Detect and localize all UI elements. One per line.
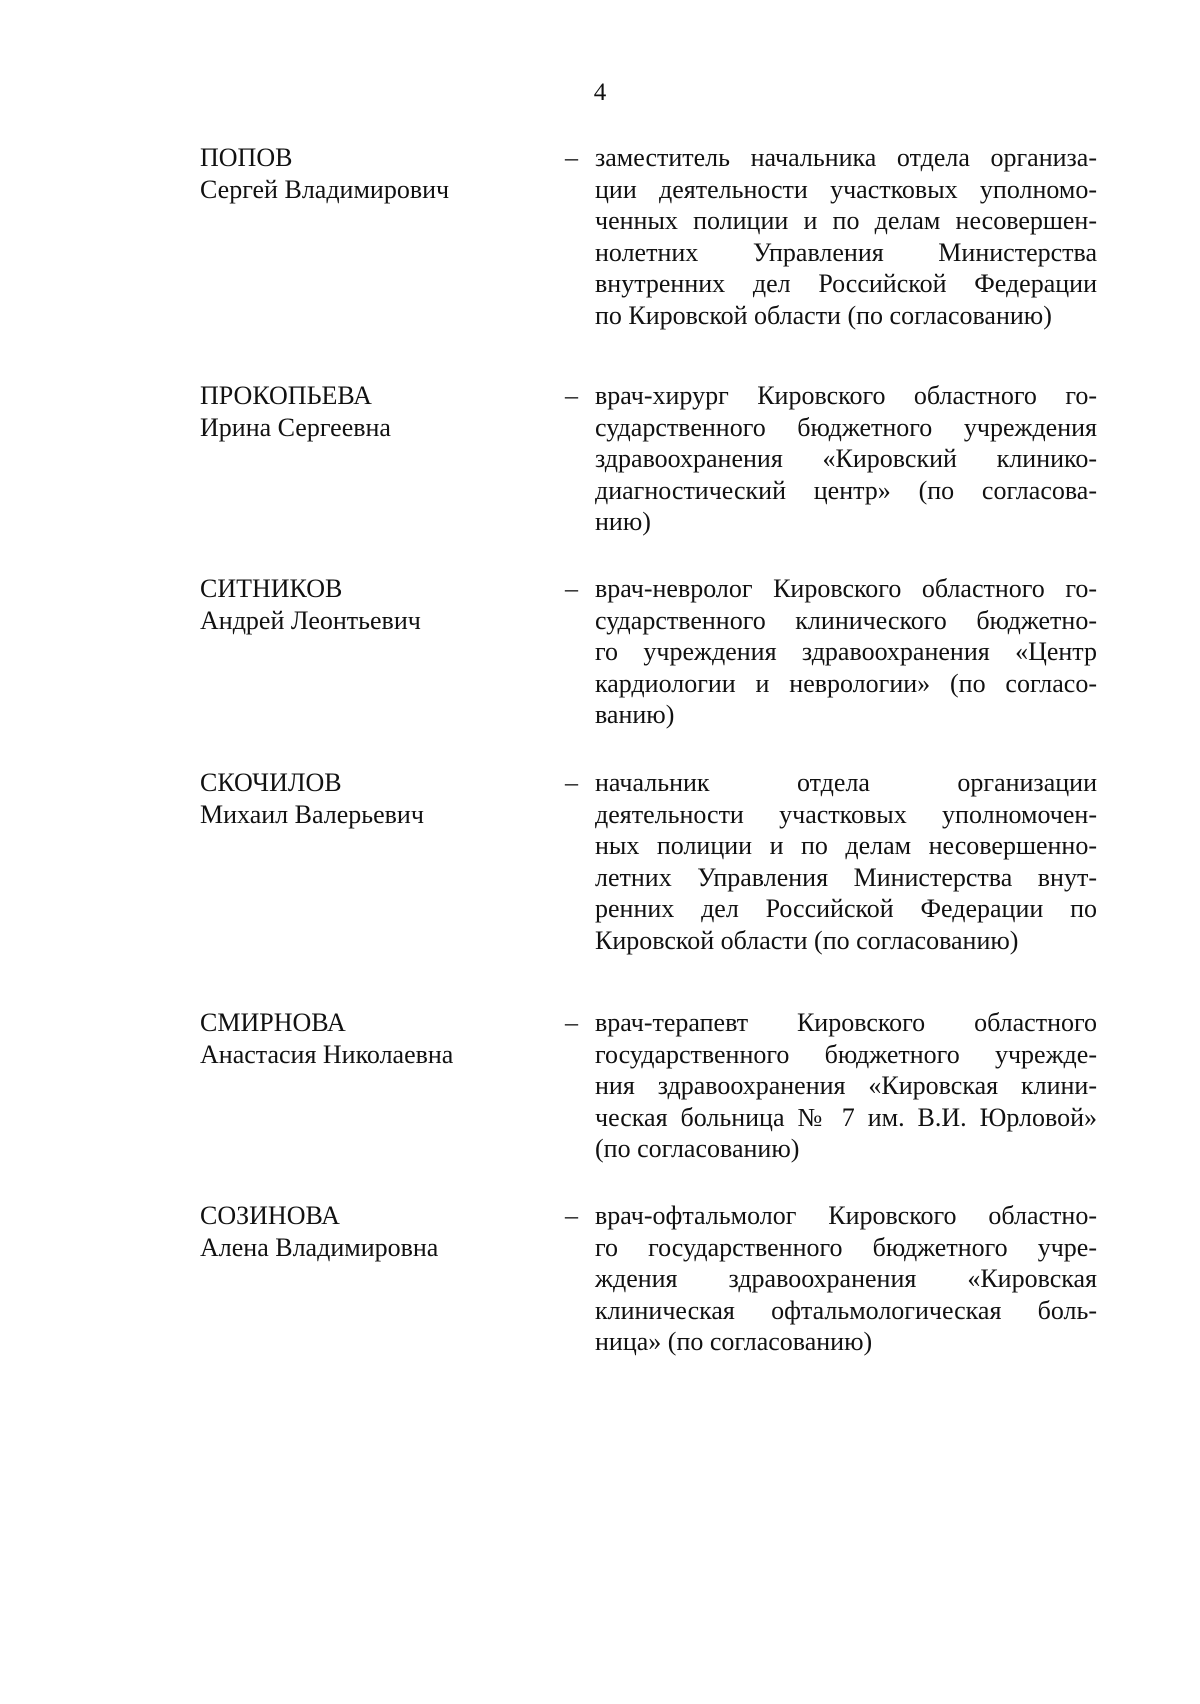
- position-line: ванию): [595, 700, 675, 729]
- position-line: по Кировской области (по согласованию): [595, 300, 1052, 330]
- member-surname: ПОПОВ: [200, 143, 293, 172]
- position-line: ческая больница № 7 им. В.И. Юрловой»: [595, 1102, 1097, 1132]
- position-line: го государственного бюджетного учре-: [595, 1232, 1097, 1262]
- member-name: [200, 1200, 560, 1263]
- member-name: [200, 380, 560, 443]
- dash-separator: –: [565, 1201, 578, 1230]
- position-line: ции деятельности участковых уполномо-: [595, 174, 1097, 204]
- member-surname: СОЗИНОВА: [200, 1201, 340, 1230]
- position-line: государственного бюджетного учрежде-: [595, 1039, 1097, 1069]
- member-given-names: Андрей Леонтьевич: [200, 605, 421, 635]
- position-line: деятельности участковых уполномочен-: [595, 799, 1097, 829]
- member-surname: СМИРНОВА: [200, 1008, 346, 1037]
- position-line: ных полиции и по делам несовершенно-: [595, 831, 1097, 860]
- member-surname: СИТНИКОВ: [200, 574, 343, 603]
- member-position: [595, 1200, 1097, 1358]
- position-line: заместитель начальника отдела организа-: [595, 143, 1097, 172]
- member-name: [200, 142, 560, 205]
- member-given-names: Сергей Владимирович: [200, 174, 450, 204]
- dash-separator: –: [565, 1008, 578, 1037]
- dash-separator: –: [565, 381, 578, 410]
- position-line: Кировской области (по согласованию): [595, 925, 1019, 955]
- member-position: [595, 380, 1097, 538]
- member-name: [200, 1007, 560, 1070]
- member-surname: СКОЧИЛОВ: [200, 768, 342, 797]
- member-position: [595, 767, 1097, 956]
- position-line: сударственного бюджетного учреждения: [595, 412, 1097, 442]
- position-line: врач-невролог Кировского областного го-: [595, 574, 1097, 603]
- member-surname: ПРОКОПЬЕВА: [200, 381, 372, 410]
- position-line: диагностический центр» (по согласова-: [595, 475, 1097, 505]
- position-line: нолетних Управления Министерства: [595, 237, 1097, 267]
- position-line: го учреждения здравоохранения «Центр: [595, 637, 1097, 666]
- member-name: [200, 573, 560, 636]
- dash-separator: –: [565, 768, 578, 797]
- dash-separator: –: [565, 574, 578, 603]
- member-name: [200, 767, 560, 830]
- position-line: врач-терапевт Кировского областного: [595, 1008, 1097, 1037]
- member-position: [595, 1007, 1097, 1165]
- dash-separator: –: [565, 143, 578, 172]
- position-line: сударственного клинического бюджетно-: [595, 605, 1097, 635]
- position-line: ния здравоохранения «Кировская клини-: [595, 1071, 1097, 1100]
- member-given-names: Анастасия Николаевна: [200, 1039, 454, 1069]
- position-line: ница» (по согласованию): [595, 1327, 873, 1356]
- position-line: ренних дел Российской Федерации по: [595, 894, 1097, 923]
- member-given-names: Ирина Сергеевна: [200, 412, 391, 442]
- position-line: врач-хирург Кировского областного го-: [595, 381, 1097, 410]
- position-line: кардиологии и неврологии» (по согласо-: [595, 668, 1097, 698]
- position-line: (по согласованию): [595, 1134, 800, 1163]
- position-line: нию): [595, 507, 651, 536]
- position-line: ждения здравоохранения «Кировская: [595, 1264, 1097, 1293]
- position-line: внутренних дел Российской Федерации: [595, 269, 1097, 298]
- position-line: клиническая офтальмологическая боль-: [595, 1295, 1097, 1325]
- member-position: [595, 573, 1097, 731]
- position-line: врач-офтальмолог Кировского областно-: [595, 1201, 1097, 1230]
- member-position: [595, 142, 1097, 331]
- position-line: летних Управления Министерства внут-: [595, 862, 1097, 892]
- position-line: здравоохранения «Кировский клинико-: [595, 444, 1097, 473]
- position-line: ченных полиции и по делам несовершен-: [595, 206, 1097, 235]
- page-number: 4: [593, 79, 607, 106]
- member-given-names: Михаил Валерьевич: [200, 799, 424, 829]
- position-line: начальник отдела организации: [595, 768, 1097, 797]
- member-given-names: Алена Владимировна: [200, 1232, 439, 1262]
